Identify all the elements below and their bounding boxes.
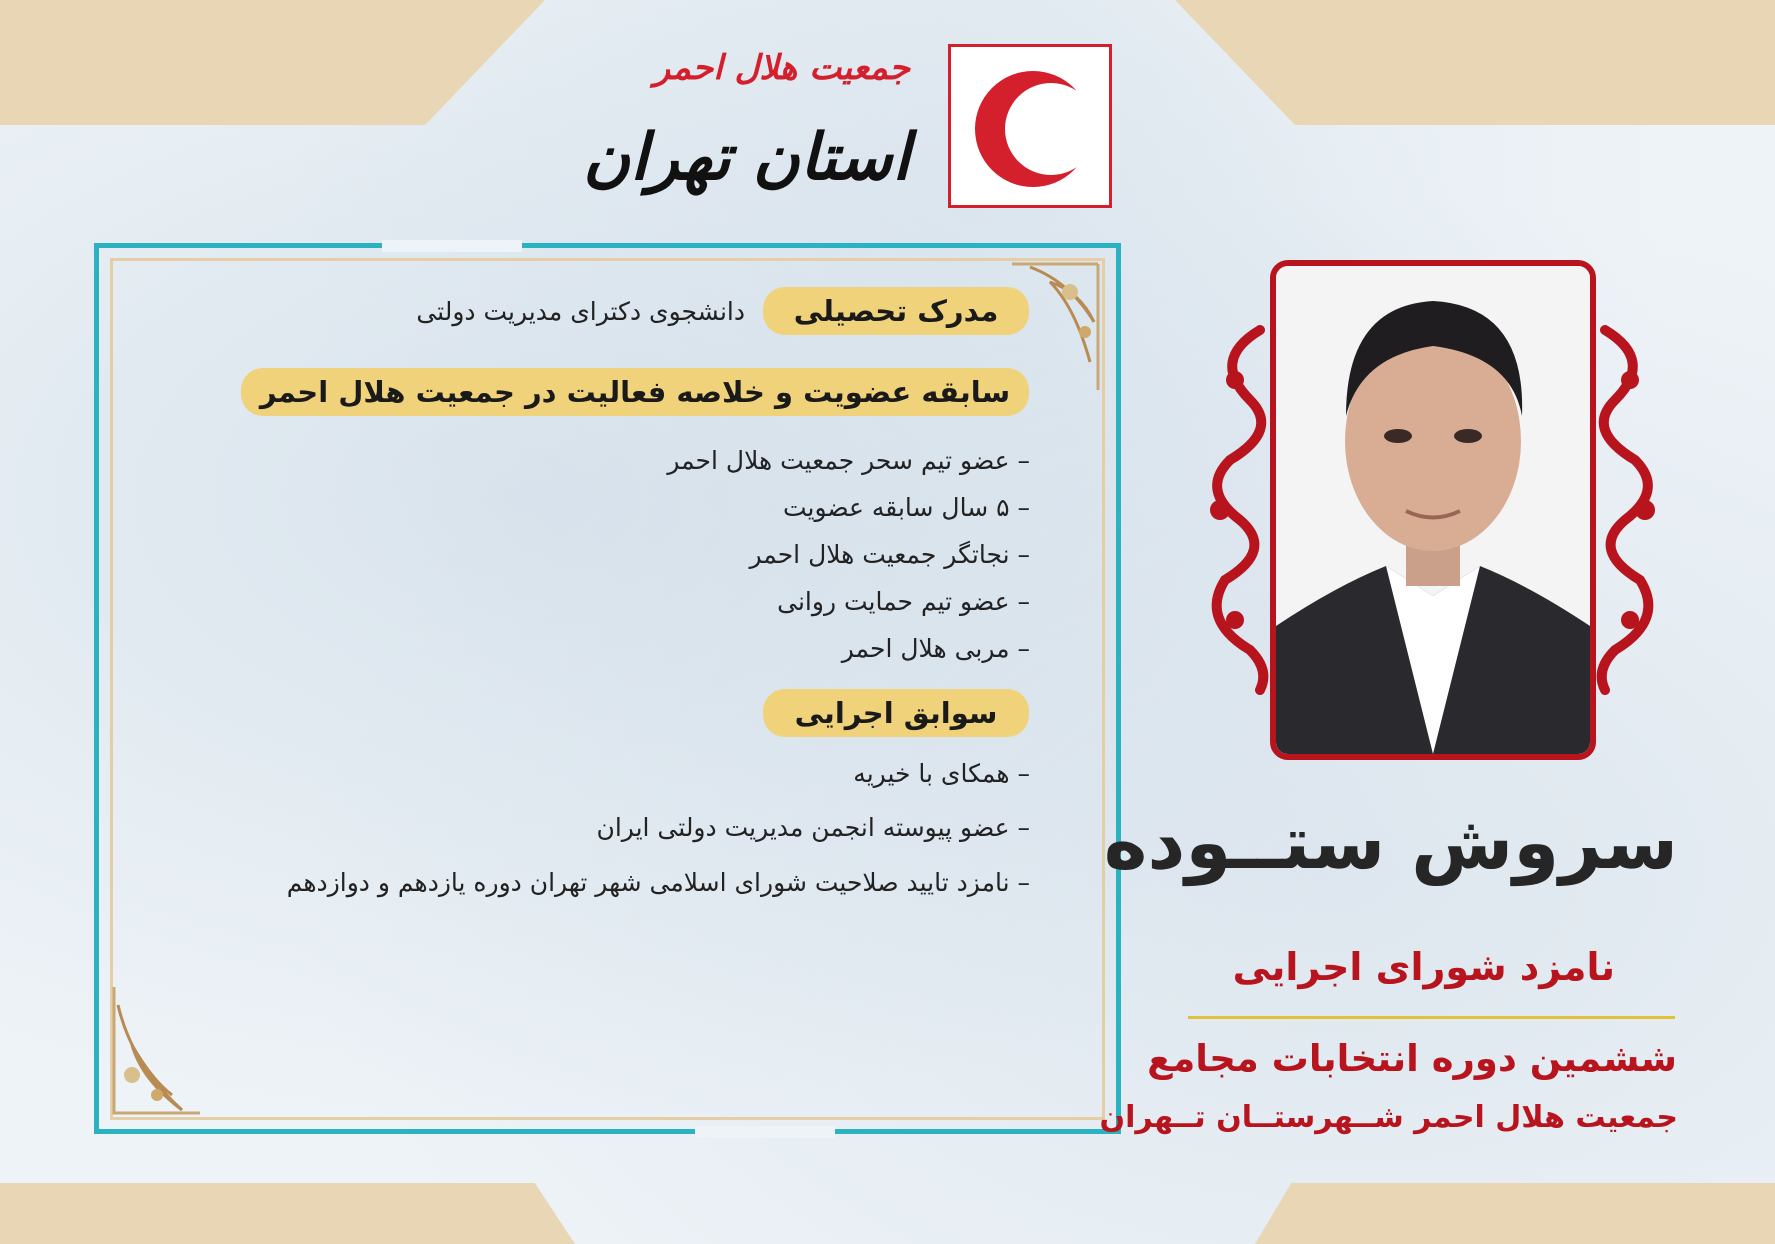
corner-band-bottom-left: [0, 1183, 575, 1244]
red-crescent-icon: [951, 47, 1109, 205]
divider: [1188, 1016, 1675, 1019]
list-item: – مربی هلال احمر: [841, 634, 1030, 663]
candidate-photo: [1270, 260, 1596, 760]
province-name: استان تهران: [583, 120, 910, 195]
organization-name: جمعیت هلال احمر شــهرستــان تــهران: [1099, 1100, 1678, 1135]
frame-gap-top: [382, 240, 522, 252]
education-label: مدرک تحصیلی: [763, 287, 1029, 335]
membership-label: سابقه عضویت و خلاصه فعالیت در جمعیت هلال احمر: [241, 368, 1029, 416]
list-item: – عضو پیوسته انجمن مدیریت دولتی ایران: [596, 813, 1030, 842]
list-item: – عضو تیم سحر جمعیت هلال احمر: [667, 446, 1030, 475]
frame-gap-bottom: [695, 1126, 835, 1138]
candidate-name: سروش ستــوده: [1103, 800, 1678, 886]
list-item: – همکای با خیریه: [853, 759, 1030, 788]
org-name: جمعیت هلال احمر: [653, 48, 910, 88]
list-item: – نامزد تایید صلاحیت شورای اسلامی شهر تهران دوره یازدهم و دوازدهم: [286, 868, 1030, 897]
executive-label: سوابق اجرایی: [763, 689, 1029, 737]
election-title: ششمین دوره انتخابات مجامع: [1147, 1037, 1677, 1080]
corner-band-bottom-right: [1255, 1183, 1775, 1244]
portrait-icon: [1276, 266, 1590, 754]
list-item: – نجاتگر جمعیت هلال احمر: [749, 540, 1030, 569]
list-item: – عضو تیم حمایت روانی: [777, 587, 1030, 616]
red-crescent-logo: [948, 44, 1112, 208]
list-item: – ۵ سال سابقه عضویت: [782, 493, 1030, 522]
education-value: دانشجوی دکترای مدیریت دولتی: [416, 297, 745, 326]
ornament-icon: [112, 985, 202, 1115]
swirl-ornament-icon: [1200, 320, 1280, 700]
candidate-role: نامزد شورای اجرایی: [1232, 945, 1615, 989]
swirl-ornament-icon: [1585, 320, 1665, 700]
